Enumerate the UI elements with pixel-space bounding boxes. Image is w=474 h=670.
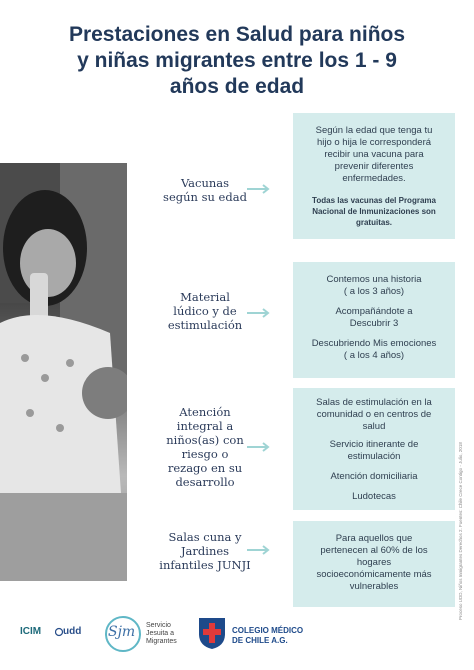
box-spacer (299, 463, 449, 471)
title-line-1: Prestaciones en Salud para niños (68, 23, 406, 46)
label-salas-cuna (150, 530, 260, 572)
label-line: Vacunas (180, 176, 230, 190)
box-line: Descubrir 3 (349, 318, 399, 329)
label-line: integral a (176, 419, 234, 433)
box-line: hijo o hija le corresponderá (316, 137, 432, 148)
sjm-text-line: Servicio (146, 622, 171, 629)
label-line: infantiles JUNJI (159, 558, 251, 572)
box-line: socioeconómicamente más (316, 569, 432, 580)
box-line: ( a los 3 años) (343, 286, 405, 297)
label-line: desarrollo (175, 475, 235, 489)
source-note (458, 400, 468, 620)
label-line: niños(as) con (166, 433, 244, 447)
box-line: Servicio itinerante de (329, 439, 419, 450)
sjm-text (146, 622, 177, 646)
arrow-right-icon (247, 545, 271, 555)
colegio-line: COLEGIO MÉDICO (232, 626, 304, 635)
label-atencion (150, 405, 260, 489)
title-line-3: años de edad (169, 75, 305, 98)
title-line-2: y niñas migrantes entre los 1 - 9 (77, 49, 397, 72)
box-line: vulnerables (349, 581, 399, 592)
box-line: estimulación (347, 451, 401, 462)
box-line: hogares (356, 557, 392, 568)
box-spacer (299, 185, 449, 195)
logo-footer (0, 612, 474, 662)
box-line: Acompañándote a (335, 306, 413, 317)
label-vacunas (150, 176, 260, 204)
sjm-text-line: Migrantes (146, 638, 177, 645)
page-title (20, 22, 454, 100)
box-line: Contemos una historia (326, 274, 422, 285)
box-line: Salas de estimulación en la (316, 397, 432, 408)
arrow-right-icon (247, 184, 271, 194)
box-line: enfermedades. (342, 173, 406, 184)
box-line: ( a los 4 años) (343, 350, 405, 361)
box-line: Atención domiciliaria (330, 471, 418, 482)
box-atencion (293, 388, 455, 510)
box-line: pertenecen al 60% de los (320, 545, 428, 556)
box-line: Para aquellos que (335, 533, 413, 544)
child-photo (0, 163, 127, 581)
box-line: comunidad o en centros de (316, 409, 432, 420)
label-line: Salas cuna y (168, 530, 242, 544)
label-line: rezago en su (167, 461, 243, 475)
arrow-right-icon (247, 308, 271, 318)
box-line: Según la edad que tenga tu (315, 125, 433, 136)
box-line: salud (362, 421, 386, 432)
box-line: Ludotecas (352, 491, 396, 502)
box-line: gratuitas. (355, 218, 392, 227)
label-line: Material (180, 290, 230, 304)
colegio-line: DE CHILE A.G. (232, 636, 288, 645)
box-line: Todas las vacunas del Programa (312, 196, 436, 205)
box-vacunas (293, 113, 455, 239)
colegio-medico-crest-icon (197, 616, 227, 650)
sjm-mark: Sjm (108, 624, 136, 640)
box-material (293, 262, 455, 378)
label-line: riesgo o (181, 447, 229, 461)
label-line: Atención (179, 405, 231, 419)
box-salas-cuna (293, 521, 455, 607)
udd-logo: udd (63, 626, 82, 637)
udd-symbol-icon (55, 627, 63, 637)
label-line: estimulación (167, 318, 243, 332)
label-material (150, 290, 260, 332)
colegio-medico-text (232, 626, 303, 646)
source-note-text: Proceso UDD, Niños Inmigrantes Derechos 2. Fuentes: Chile Crece Contigo - Julio, 2018 (458, 442, 463, 620)
label-line: según su edad (163, 190, 247, 204)
box-line: Descubriendo Mis emociones (311, 338, 437, 349)
box-spacer (299, 298, 449, 306)
box-line: recibir una vacuna para (324, 149, 424, 160)
label-line: lúdico y de (173, 304, 237, 318)
box-spacer (299, 483, 449, 491)
label-line: Jardines (180, 544, 230, 558)
box-line: Nacional de Inmunizaciones son (312, 207, 436, 216)
arrow-right-icon (247, 442, 271, 452)
icim-logo: ICIM (20, 626, 42, 637)
sjm-text-line: Jesuita a (146, 630, 175, 637)
box-spacer (299, 330, 449, 338)
box-line: prevenir diferentes (334, 161, 414, 172)
